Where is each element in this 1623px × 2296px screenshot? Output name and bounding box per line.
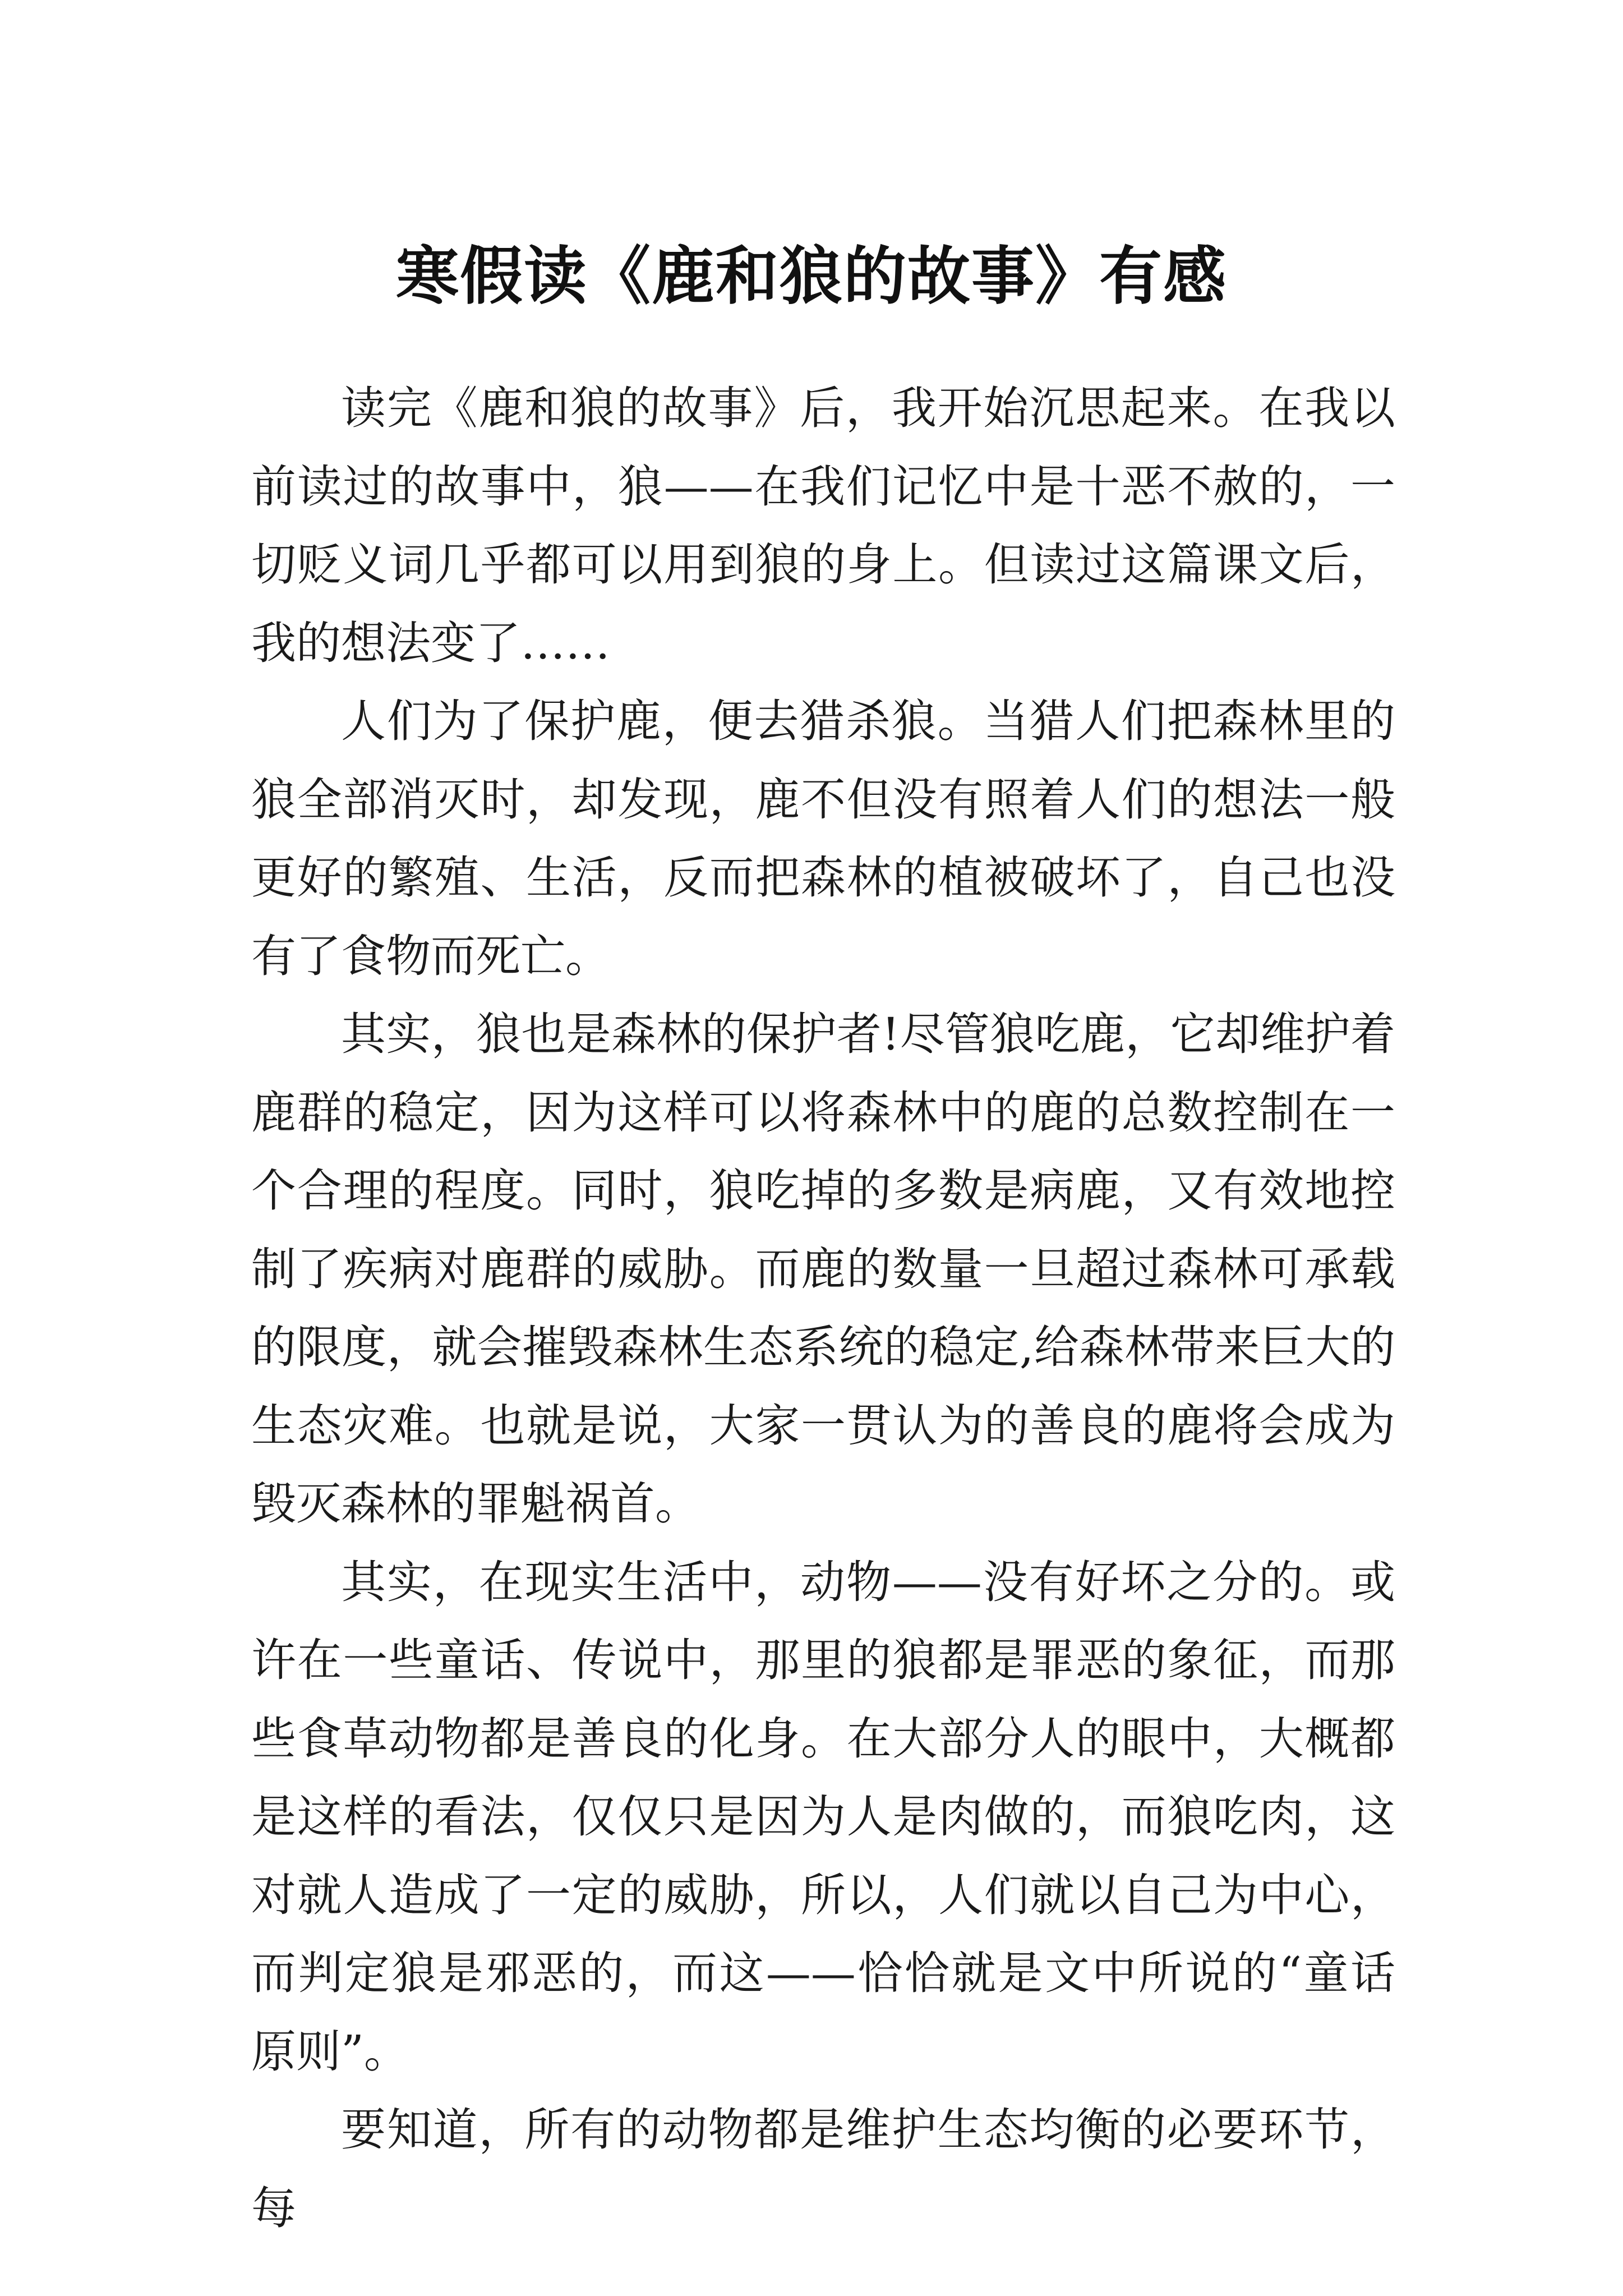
paragraph-5: 要知道，所有的动物都是维护生态均衡的必要环节，每: [251, 2104, 1395, 2234]
paragraph-1: 读完《鹿和狼的故事》后，我开始沉思起来。在我以前读过的故事中，狼——在我们记忆中是十恶不赦的，一切贬义词几乎都可以用到狼的身上。但读过这篇课文后，我的想法变了……: [251, 382, 1395, 669]
page-title: 寒假读《鹿和狼的故事》有感: [396, 240, 1227, 314]
document-body: [251, 369, 1395, 2247]
paragraph-2: 人们为了保护鹿，便去猎杀狼。当猎人们把森林里的狼全部消灭时，却发现，鹿不但没有照着人们的想法一般更好的繁殖、生活，反而把森林的植被破坏了，自己也没有了食物而死亡。: [251, 695, 1395, 982]
paragraph-3: 其实，狼也是森林的保护者!尽管狼吃鹿，它却维护着鹿群的稳定，因为这样可以将森林中的鹿的总数控制在一个合理的程度。同时，狼吃掉的多数是病鹿，又有效地控制了疾病对鹿群的威胁。而鹿的数量一旦超过森林可承载的限度，就会摧毁森林生态系统的稳定,给森林带来巨大的生态灾难。也就是说，大家一贯认为的善良的鹿将会成为毁灭森林的罪魁祸首。: [251, 1008, 1395, 1530]
paragraph-4: 其实，在现实生活中，动物——没有好坏之分的。或许在一些童话、传说中，那里的狼都是罪恶的象征，而那些食草动物都是善良的化身。在大部分人的眼中，大概都是这样的看法，仅仅只是因为人是肉做的，而狼吃肉，这对就人造成了一定的威胁，所以，人们就以自己为中心，而判定狼是邪恶的，而这——恰恰就是文中所说的“童话原则”。: [251, 1556, 1395, 2078]
